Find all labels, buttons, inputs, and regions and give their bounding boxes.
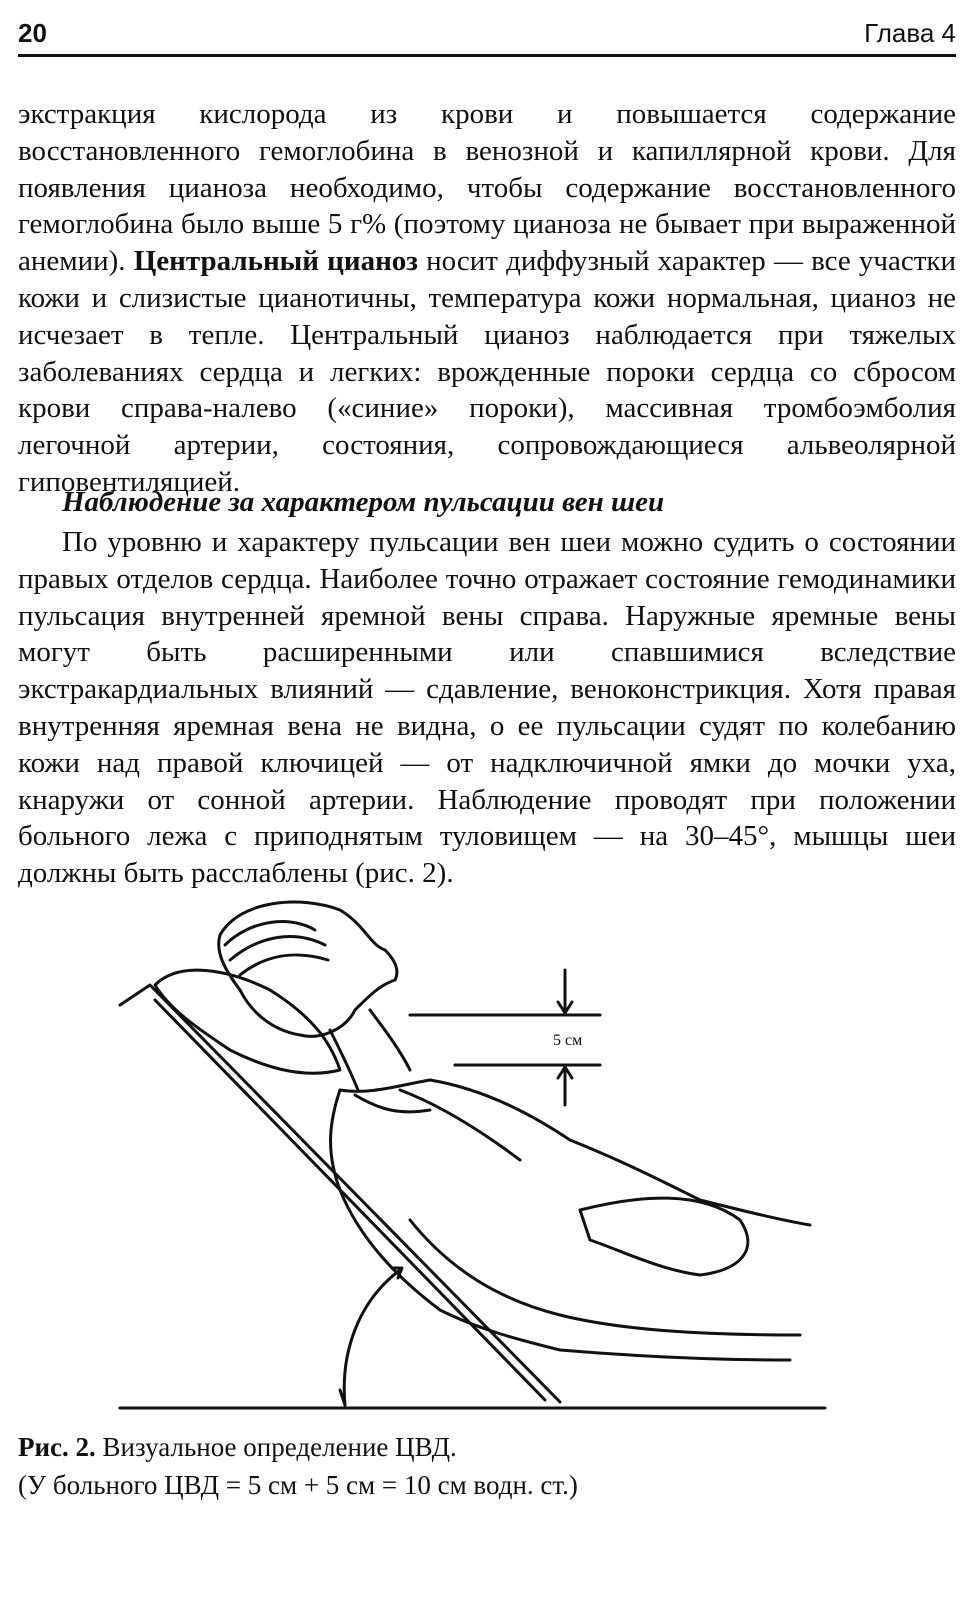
measure-label: 5 см — [553, 1032, 583, 1049]
pillow — [155, 970, 340, 1073]
chest-outline — [340, 1080, 810, 1225]
patient-drawing — [100, 890, 835, 1420]
paragraph-cyanosis — [18, 96, 956, 501]
arm — [410, 1220, 800, 1335]
paragraph-text: экстракция кислорода из крови и повышается содержание восстановленного гемоглобина в венозной и капиллярной крови. Для появления цианоза необходимо, чтобы содержание восстановленного гемоглобина было выше 5 г% (поэтому цианоза не бывает при выраженной анемии). — [18, 98, 956, 278]
page-number: 20 — [18, 18, 47, 48]
angle-arc — [344, 1270, 400, 1405]
chapter-title: Глава 4 — [864, 18, 956, 48]
bold-term: Центральный цианоз — [133, 245, 418, 278]
back-outline — [331, 1090, 790, 1360]
figure-patient-illustration — [100, 890, 835, 1420]
section-heading: Наблюдение за характером пульсации вен шеи — [62, 486, 665, 518]
caption-label: Рис. 2. — [18, 1432, 96, 1462]
caption-note: (У больного ЦВД = 5 см + 5 см = 10 см водн. ст.) — [18, 1470, 578, 1500]
paragraph-text: носит диффузный характер — все участки кожи и слизистые цианотичны, температура кожи нормальная, цианоз не исчезает в тепле. Центральный цианоз наблюдается при тяжелых заболеваниях сердца и легких: врожденные пороки сердца со сбросом крови справа-налево («синие» пороки), массивная тромбоэмболия легочной артерии, состояния, сопровождающиеся альвеолярной гиповентиляцией. — [18, 245, 956, 498]
caption-title: Визуальное определение ЦВД. — [95, 1432, 457, 1462]
paragraph-text: По уровню и характеру пульсации вен шеи можно судить о состоянии правых отделов сердца. Наиболее точно отражает состояние гемодинамики пульсация внутренней яремной вены справа. Наружные яремные вены могут быть расширенными или спавшимися вследствие экстракардиальных влияний — сдавление, веноконстрикция. Хотя правая внутренняя яремная вена не видна, о ее пульсации судят по колебанию кожи над правой ключицей — от надключичной ямки до мочки уха, кнаружи от сонной артерии. Наблюдение проводят при положении больного лежа с приподнятым туловищем — на 30–45°, мышцы шеи должны быть расслаблены (рис. 2). — [18, 526, 956, 890]
figure-caption — [18, 1432, 956, 1463]
paragraph-neck-veins — [18, 524, 956, 892]
pants — [580, 1198, 748, 1275]
page-header — [18, 14, 956, 57]
